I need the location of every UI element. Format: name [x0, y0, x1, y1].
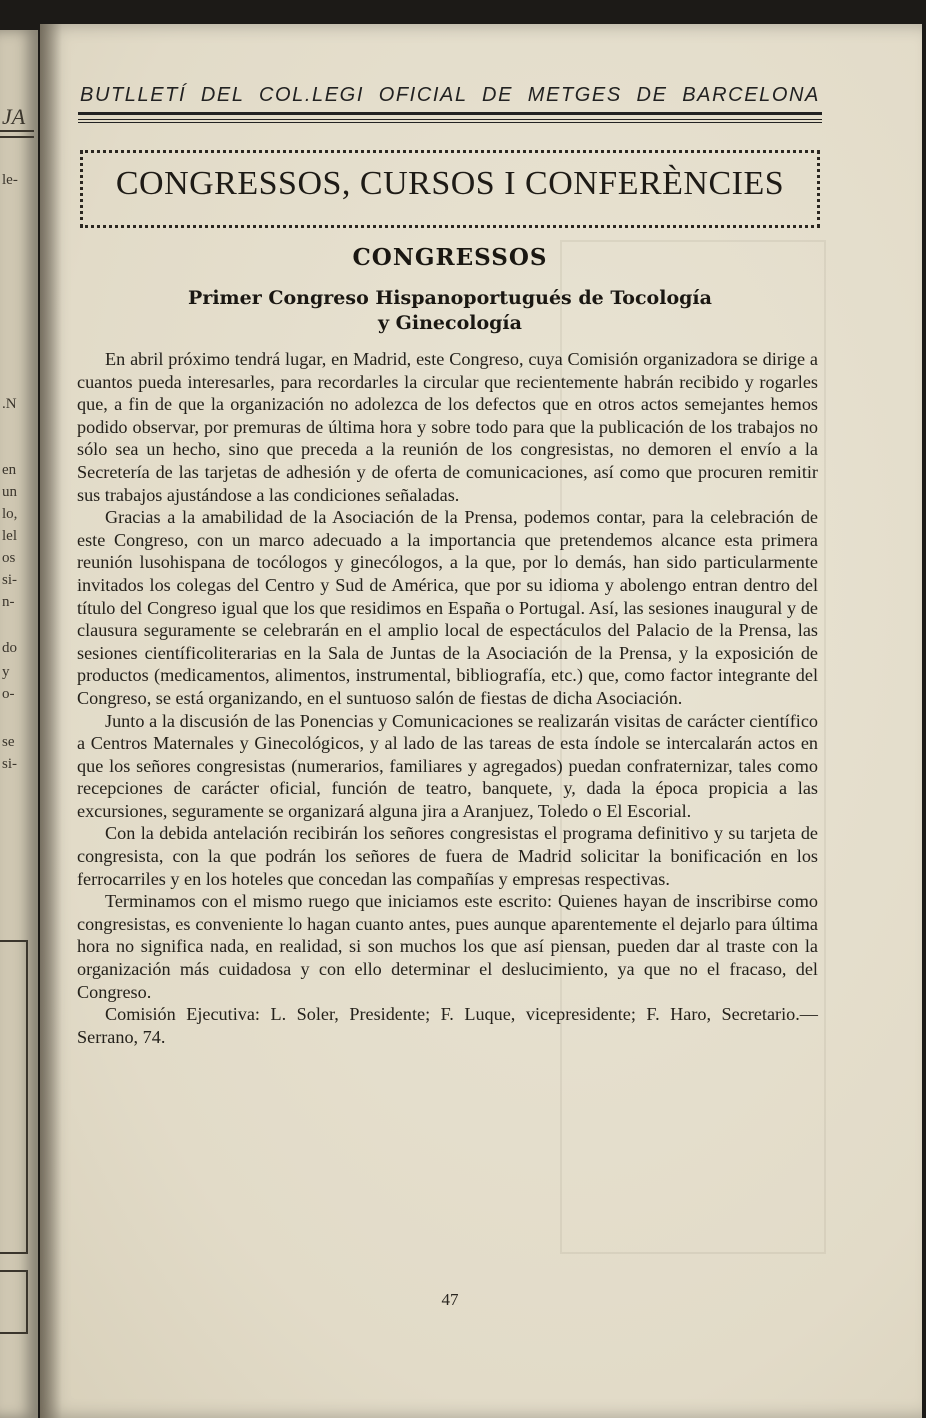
- header-rule: [78, 122, 822, 123]
- left-rule: [0, 136, 34, 138]
- left-fragment: si-: [2, 756, 17, 772]
- paragraph: Terminamos con el mismo ruego que iniciamos este escrito: Quienes hayan de inscribirse como congresistas, es conveniente lo hagan cuanto antes, pues aunque aparentemente el dejarlo para última hora no significa nada, en realidad, si son muchos los que así piensan, pueden dar al traste con la organización más cuidadosa y con ello determinar el deslucimiento, ya que no el fracaso, del Congreso.: [77, 891, 818, 1002]
- left-fragment: un: [2, 484, 17, 500]
- left-fragment: y: [2, 664, 10, 680]
- paragraph: Junto a la discusión de las Ponencias y Comunicaciones se realizarán visitas de carácter científico a Centros Maternales y Ginecológicos, y al lado de las tareas de esta índole se intercalarán actos en que los señores congresistas (numerarios, familiares y agregados) puedan confraternizar, tales como recepciones de carácter oficial, función de teatro, banquete, y, dada la época propicia a las excursiones, seguramente se organizará alguna jira a Aranjuez, Toledo o El Escorial.: [77, 710, 818, 821]
- left-fragment: o-: [2, 686, 15, 702]
- left-fragment: se: [2, 734, 15, 750]
- left-fragment: en: [2, 462, 17, 478]
- paragraph: Comisión Ejecutiva: L. Soler, Presidente; F. Luque, vicepresidente; F. Haro, Secretario.—Serrano, 74.: [77, 1004, 818, 1047]
- left-frame: [0, 940, 28, 1254]
- paragraph: Con la debida antelación recibirán los señores congresistas el programa definitivo y su tarjeta de congresista, con la que podrán los señores de fuera de Madrid solicitar la bonificación en los ferrocarriles y en los hoteles que concedan las compañías y empresas respectivas.: [77, 823, 818, 889]
- subtitle-line: y Ginecología: [378, 312, 522, 334]
- left-fragment: os: [2, 550, 16, 566]
- section-title: CONGRESSOS, CURSOS I CONFERÈNCIES: [115, 165, 785, 202]
- left-fragment: si-: [2, 572, 17, 588]
- previous-page-edge: [0, 30, 38, 1418]
- paragraph: Gracias a la amabilidad de la Asociación de la Prensa, podemos contar, para la celebración de este Congreso, con un marco adecuado a la importancia que pretendemos alcance esta primera reunión lusohispana de tocólogos y ginecólogos, a la que, por lo demás, han sido particularmente invitados los colegas del Centro y Sud de América, que por su idioma y abolengo entran dentro del título del Congreso igual que los que residimos en España o Portugal. Así, las sesiones inaugural y de clausura seguramente se celebrarán en el amplio local de espectáculos del Palacio de la Prensa, las sesiones científicoliterarias en la Sala de Juntas de la Asociación de la Prensa, y la exposición de productos (medicamentos, alimentos, instrumental, bibliografía, etc.) que, como factor integrante del Congreso, se está organizando, en el suntuoso salón de fiestas de dicha Asociación.: [77, 507, 818, 708]
- running-header: BUTLLETÍ DEL COL.LEGI OFICIAL DE METGES DE BARCELONA: [80, 84, 820, 106]
- paragraph: En abril próximo tendrá lugar, en Madrid, este Congreso, cuya Comisión organizadora se dirige a cuantos pueda interesarles, para recordarles la circular que recientemente habrán recibido y rogarles que, a fin de que la organización no adolezca de los defectos que en otros actos semejantes hemos podido observar, por premuras de última hora y sobre todo para que la publicación de los trabajos no sólo sea un hecho, sino que preceda a la reunión de los congresistas, no demoren el envío a la Secretería de las tarjetas de adhesión y de oferta de comunicaciones, así como que procuren remitir sus trabajos ajustándose a las condiciones señaladas.: [77, 349, 818, 505]
- left-fragment: lel: [2, 528, 17, 544]
- section-title-box: [80, 150, 820, 228]
- left-rule: [0, 130, 34, 132]
- binding-shadow: [40, 24, 62, 1418]
- left-fragment: lo,: [2, 506, 18, 522]
- left-fragment: JA: [2, 104, 26, 129]
- left-fragment: le-: [2, 172, 18, 188]
- article-body: [77, 348, 818, 1048]
- page-number: 47: [441, 1290, 459, 1309]
- article-subtitle: [80, 286, 820, 336]
- left-fragment: .N: [2, 396, 17, 412]
- header-rule: [78, 112, 822, 115]
- left-frame: [0, 1270, 28, 1334]
- header-rule: [78, 119, 822, 120]
- subtitle-line: Primer Congreso Hispanoportugués de Tocología: [188, 287, 712, 309]
- left-fragment: do: [2, 640, 17, 656]
- left-fragment: n-: [2, 594, 15, 610]
- article-heading: CONGRESSOS: [352, 244, 548, 271]
